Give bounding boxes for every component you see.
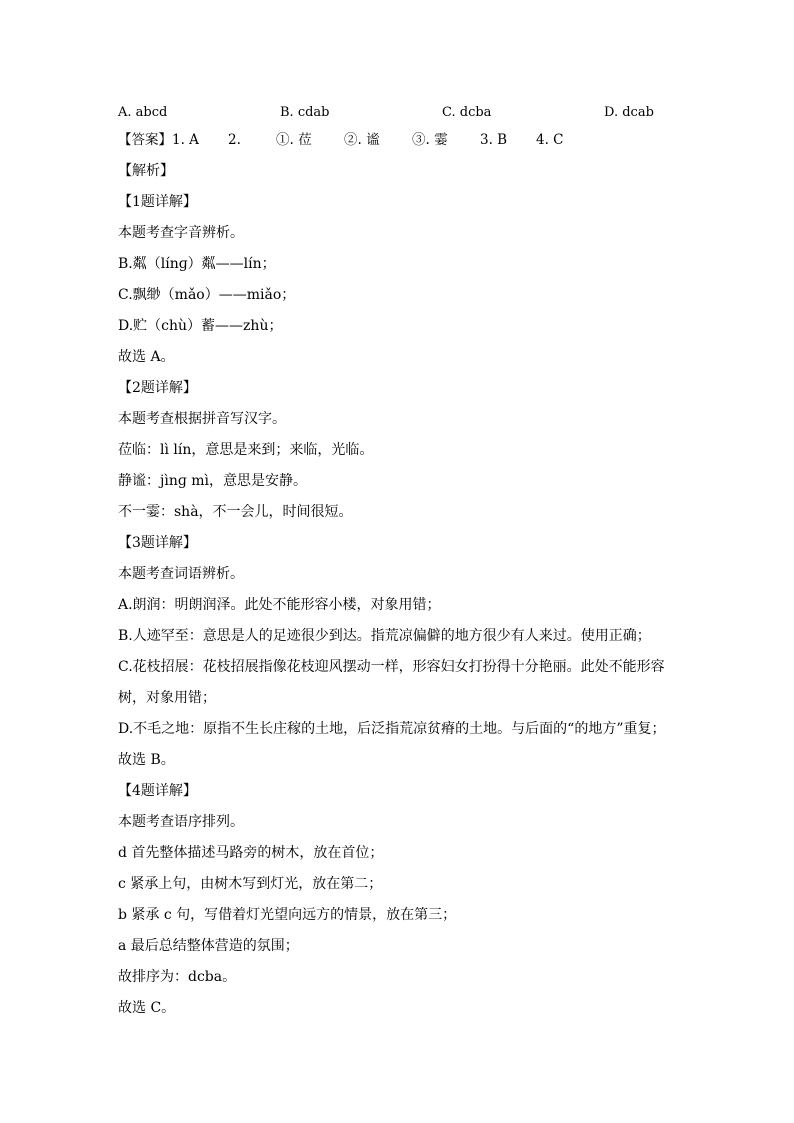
section-4-line-1: 本题考查语序排列。 — [118, 814, 244, 830]
section-2-line-4: 不一霎：shà，不一会儿，时间很短。 — [118, 504, 353, 520]
section-1-line-1: 本题考查字音辨析。 — [118, 225, 244, 241]
option-a: A. abcd — [118, 105, 168, 120]
document-page — [118, 101, 684, 1024]
option-d: D. dcab — [604, 105, 654, 120]
answer-q2b: ②. 谧 — [344, 132, 380, 148]
answer-q2a: ①. 莅 — [276, 132, 312, 148]
section-4-line-3: c 紧承上句，由树木写到灯光，放在第二； — [118, 876, 383, 892]
section-2-line-2: 莅临：lì lín，意思是来到；来临，光临。 — [118, 442, 374, 458]
answer-q3: 3. B — [480, 132, 508, 148]
section-1-line-5: 故选 A。 — [118, 349, 175, 365]
option-c: C. dcba — [442, 105, 492, 120]
section-3-line-1: 本题考查词语辨析。 — [118, 566, 244, 582]
section-1-line-2: B.粼（línɡ）粼——lín； — [118, 256, 276, 272]
answer-q2c: ③. 霎 — [412, 132, 448, 148]
analysis-heading: 【解析】 — [118, 163, 174, 179]
answer-q1: 1. A — [172, 132, 199, 148]
section-1-line-4: D.贮（chù）蓄——zhù； — [118, 318, 283, 334]
answer-q2: 2. — [228, 132, 241, 148]
option-b: B. cdab — [280, 105, 330, 120]
section-2-line-1: 本题考查根据拼音写汉字。 — [118, 411, 286, 427]
section-4-line-5: a 最后总结整体营造的氛围； — [118, 938, 299, 954]
section-4-line-4: b 紧承 c 句，写借着灯光望向远方的情景，放在第三； — [118, 907, 457, 923]
section-2-heading: 【2题详解】 — [118, 380, 197, 396]
section-3-heading: 【3题详解】 — [118, 535, 197, 551]
section-3-line-2: A.朗润：明朗润泽。此处不能形容小楼，对象用错； — [118, 597, 441, 613]
answer-q4: 4. C — [536, 132, 564, 148]
section-3-line-6: 故选 B。 — [118, 752, 175, 768]
section-4-line-2: d 首先整体描述马路旁的树木，放在首位； — [118, 845, 384, 861]
section-4-heading: 【4题详解】 — [118, 783, 197, 799]
section-3-line-4: C.花枝招展：花枝招展指像花枝迎风摆动一样，形容妇女打扮得十分艳丽。此处不能形容树，对象用错； — [118, 659, 665, 706]
section-4-line-7: 故选 C。 — [118, 1000, 176, 1016]
section-3-line-3: B.人迹罕至：意思是人的足迹很少到达。指荒凉偏僻的地方很少有人来过。使用正确； — [118, 628, 651, 644]
section-1-line-3: C.飘缈（mǎo）——miǎo； — [118, 287, 296, 303]
answer-prefix: 【答案】 — [118, 132, 172, 148]
answer-row — [118, 125, 684, 156]
options-row — [118, 101, 684, 125]
section-1-heading: 【1题详解】 — [118, 194, 197, 210]
section-3-line-5: D.不毛之地：原指不生长庄稼的土地，后泛指荒凉贫瘠的土地。与后面的“的地方”重复； — [118, 721, 666, 737]
section-2-line-3: 静谧：jìnɡ mì，意思是安静。 — [118, 473, 307, 489]
section-4-line-6: 故排序为：dcba。 — [118, 969, 237, 985]
